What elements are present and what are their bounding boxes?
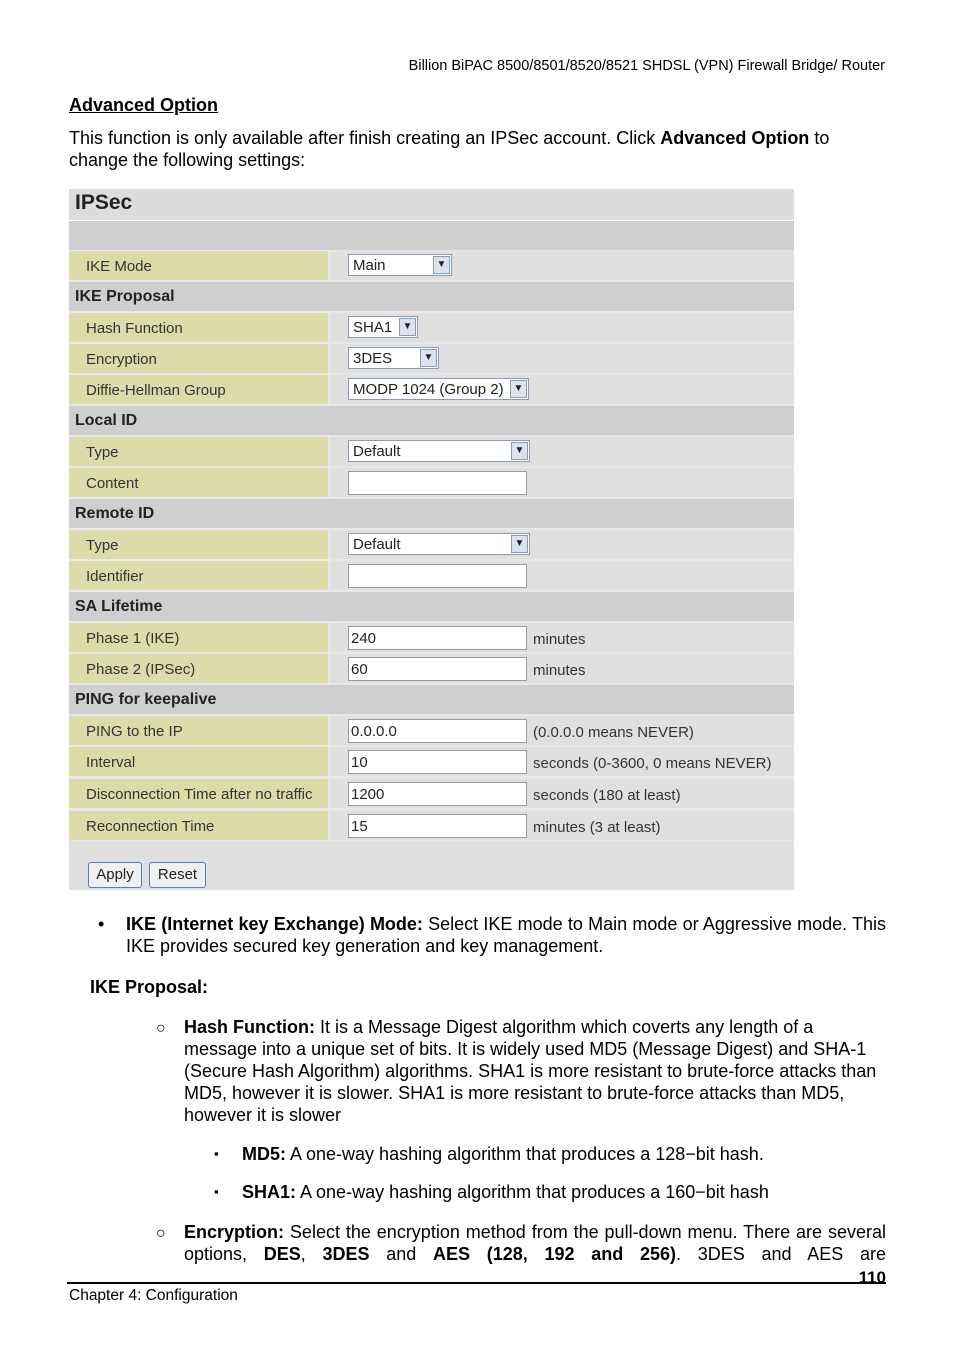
phase2-unit: minutes [533,662,586,679]
reconnect-input[interactable] [348,814,527,838]
disconnect-input[interactable] [348,782,527,806]
hash-function-select[interactable] [348,316,418,338]
encryption-value: 3DES [353,350,393,367]
ike-proposal-heading-text: IKE Proposal [75,288,175,305]
panel-title: IPSec [75,191,133,214]
reset-button[interactable]: Reset [149,862,206,888]
square-bullet-icon: ▪ [214,1146,219,1161]
remote-id-type-row [69,530,794,559]
ike-mode-select[interactable] [348,254,452,276]
phase1-label: Phase 1 (IKE) [86,630,180,647]
ping-ip-value: 0.0.0.0 [351,723,397,740]
square-bullet-icon: ▪ [214,1184,219,1199]
hash-term: Hash Function: [184,1017,315,1037]
remote-id-identifier-input[interactable] [348,564,527,588]
ike-mode-row [69,251,794,280]
enc-desc-end: . 3DES and AES are [676,1244,886,1264]
ping-heading-text: PING for keepalive [75,691,217,708]
ipsec-panel [69,189,794,890]
local-id-content-row [69,468,794,497]
enc-aes: AES (128, 192 and 256) [433,1244,677,1264]
phase2-input[interactable] [348,657,527,681]
remote-id-type-value: Default [353,536,401,553]
intro-paragraph [69,127,886,171]
sha1-desc: A one-way hashing algorithm that produces a 160−bit hash [296,1182,769,1202]
chevron-down-icon: ▼ [510,380,527,398]
chevron-down-icon: ▼ [399,318,416,336]
local-id-content-label: Content [86,475,139,492]
enc-desc: Select the encryption method from the pull-down menu. There are several options, [184,1222,886,1264]
enc-and: and [369,1244,434,1264]
bullet-icon: • [98,914,105,934]
phase1-input[interactable] [348,626,527,650]
ike-mode-label: IKE Mode [86,258,152,275]
encryption-row [69,344,794,373]
local-id-heading [69,406,794,435]
md5-paragraph [242,1143,764,1165]
ike-proposal-subheading: IKE Proposal: [90,977,209,997]
ping-heading [69,685,794,714]
section-title: Advanced Option [69,95,219,115]
apply-button[interactable]: Apply [88,862,142,888]
dh-group-select[interactable] [348,378,529,400]
dh-group-value: MODP 1024 (Group 2) [353,381,504,398]
reconnect-hint: minutes (3 at least) [533,819,661,836]
disconnect-hint: seconds (180 at least) [533,787,681,804]
enc-3des: 3DES [322,1244,370,1264]
interval-row [69,747,794,776]
page-number: 110 [858,1268,886,1287]
sa-lifetime-heading-text: SA Lifetime [75,598,163,615]
ping-ip-hint: (0.0.0.0 means NEVER) [533,724,694,741]
phase1-unit: minutes [533,631,586,648]
reconnect-row [69,811,794,840]
phase2-label: Phase 2 (IPSec) [86,661,196,678]
reconnect-value: 15 [351,818,368,835]
chevron-down-icon: ▼ [511,442,528,460]
hash-function-value: SHA1 [353,319,393,336]
sa-lifetime-heading [69,592,794,621]
local-id-type-row [69,437,794,466]
remote-id-identifier-label: Identifier [86,568,144,585]
dh-group-label: Diffie-Hellman Group [86,382,226,399]
chevron-down-icon: ▼ [511,535,528,553]
enc-sep: , [300,1244,323,1264]
ike-mode-value: Main [353,257,386,274]
footer-divider [67,1282,886,1284]
ping-ip-input[interactable] [348,719,527,743]
remote-id-identifier-row [69,561,794,590]
phase1-row [69,623,794,652]
ike-mode-term: IKE (Internet key Exchange) Mode: [126,914,423,934]
phase2-value: 60 [351,661,368,678]
button-row [69,841,794,890]
sha1-term: SHA1: [242,1182,297,1202]
ike-mode-desc: Select IKE mode to Main mode or Aggressive mode. This IKE provides secured key generation and key management. [126,914,887,956]
enc-des: DES [263,1244,301,1264]
panel-spacer [69,221,794,250]
chevron-down-icon: ▼ [420,349,437,367]
disconnect-value: 1200 [351,786,385,803]
chapter-label: Chapter 4: Configuration [69,1287,238,1304]
interval-hint: seconds (0-3600, 0 means NEVER) [533,755,772,772]
intro-text: This function is only available after finish creating an IPSec account. Click [69,128,661,148]
disconnect-row [69,779,794,808]
panel-title-bar [69,189,794,221]
ping-ip-row [69,716,794,745]
encryption-label: Encryption [86,351,157,368]
hash-function-paragraph [184,1016,884,1126]
phase2-row [69,654,794,683]
remote-id-heading-text: Remote ID [75,505,155,522]
disconnect-label: Disconnection Time after no traffic [86,786,313,803]
local-id-type-label: Type [86,444,119,461]
local-id-type-value: Default [353,443,401,460]
local-id-type-select[interactable] [348,440,530,462]
page-header: Billion BiPAC 8500/8501/8520/8521 SHDSL (VPN) Firewall Bridge/ Router [408,58,885,74]
interval-label: Interval [86,754,136,771]
remote-id-type-label: Type [86,537,119,554]
md5-term: MD5: [242,1144,286,1164]
circle-bullet-icon: ○ [156,1020,166,1037]
enc-term: Encryption: [184,1222,285,1242]
circle-bullet-icon: ○ [156,1225,166,1242]
dh-group-row [69,375,794,404]
sha1-paragraph [242,1181,769,1203]
intro-bold: Advanced Option [660,128,810,148]
local-id-heading-text: Local ID [75,412,138,429]
interval-input[interactable] [348,750,527,774]
interval-value: 10 [351,754,368,771]
phase1-value: 240 [351,630,377,647]
remote-id-type-select[interactable] [348,533,530,555]
remote-id-heading [69,499,794,528]
hash-desc: It is a Message Digest algorithm which coverts any length of a message into a unique set of bits. It is widely used MD5 (Message Digest) and SHA-1 (Secure Hash Algorithm) algorithms. SHA1 is more resistant to brute-force attacks than MD5, however it is slower. SHA1 is more resistant to brute-force attacks than MD5, however it is slower [184,1017,877,1125]
encryption-paragraph [184,1221,886,1265]
ike-proposal-heading [69,282,794,311]
ping-ip-label: PING to the IP [86,723,183,740]
md5-desc: A one-way hashing algorithm that produces a 128−bit hash. [286,1144,764,1164]
intro-text-end: to change the following settings: [69,128,830,170]
local-id-content-input[interactable] [348,471,527,495]
hash-function-row [69,313,794,342]
reconnect-label: Reconnection Time [86,818,215,835]
chevron-down-icon: ▼ [433,256,450,274]
encryption-select[interactable] [348,347,439,369]
hash-function-label: Hash Function [86,320,183,337]
ike-mode-paragraph [126,913,886,957]
